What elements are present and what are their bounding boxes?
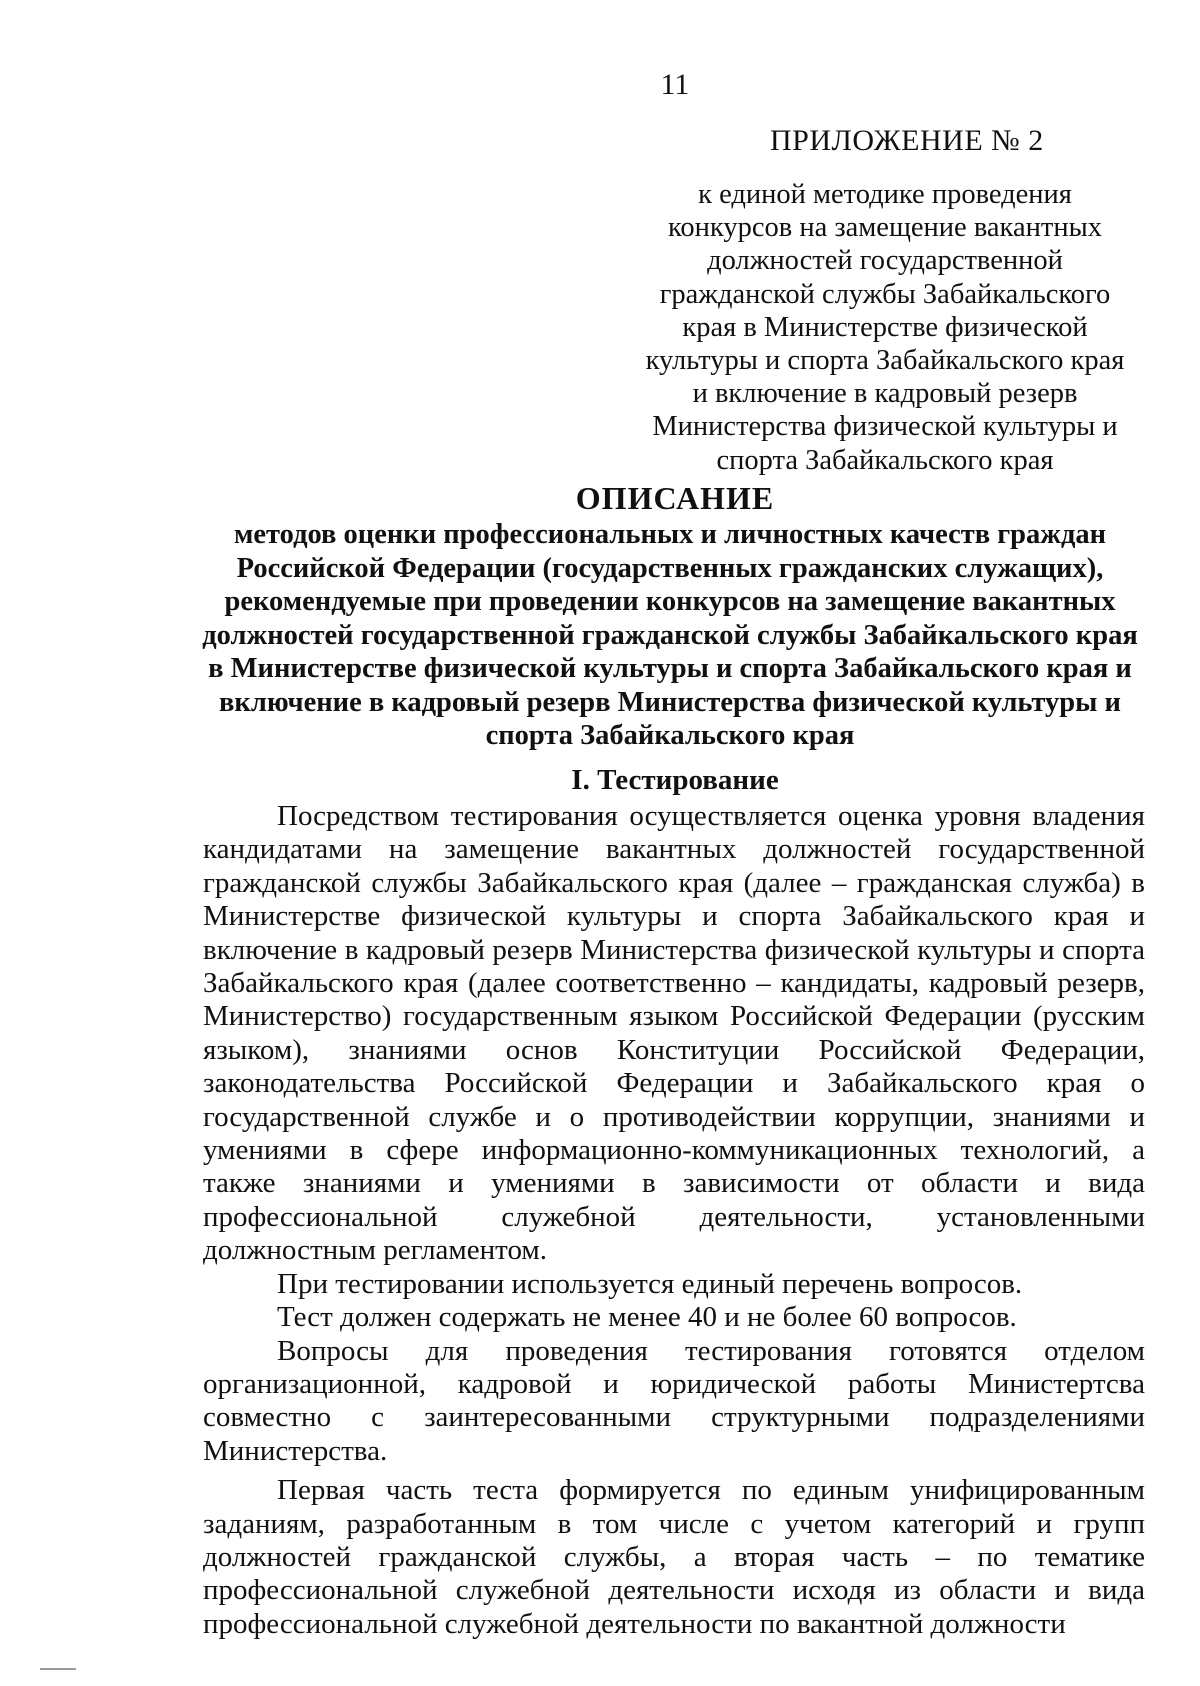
appendix-title: ПРИЛОЖЕНИЕ № 2 [770, 124, 1044, 157]
page-number: 11 [660, 68, 690, 101]
document-heading-description: методов оценки профессиональных и личностных качеств граждан Российской Федерации (государственных гражданских служащих), рекомендуемые при проведении конкурсов на замещение вакантных должностей государственной гражданской службы Забайкальского края в Министерстве физической культуры и спорта Забайкальского края и включение в кадровый резерв Министерства физической культуры и спорта Забайкальского края [202, 519, 1138, 751]
paragraph: При тестировании используется единый перечень вопросов. [277, 1267, 1023, 1300]
paragraph: Первая часть теста формируется по единым унифицированным заданиям, разработанным в том числе с учетом категорий и групп должностей гражданской службы, а вторая часть – по тематике профессиональной служебной деятельности исходя из области и вида профессиональной служебной деятельности по вакантной должности [203, 1474, 1145, 1640]
scan-edge-mark [40, 1668, 76, 1670]
paragraph: Тест должен содержать не менее 40 и не более 60 вопросов. [277, 1301, 1017, 1334]
document-heading: ОПИСАНИЕ [575, 480, 775, 516]
paragraph: Посредством тестирования осуществляется оценка уровня владения кандидатами на замещение вакантных должностей государственной гражданской службы Забайкальского края (далее – гражданская служба) в Министерстве физической культуры и спорта Забайкальского края и включение в кадровый резерв Министерства физической культуры и спорта Забайкальского края (далее соответственно – кандидаты, кадровый резерв, Министерство) государственным языком Российской Федерации (русским языком), знаниями основ Конституции Российской Федерации, законодательства Российской Федерации и Забайкальского края о государственной службе и о противодействии коррупции, знаниями и умениями в сфере информационно-коммуникационных технологий, а также знаниями и умениями в зависимости от области и вида профессиональной служебной деятельности, установленными должностным регламентом. [203, 800, 1145, 1267]
section-title: I. Тестирование [571, 764, 779, 796]
appendix-subtitle: к единой методике проведения конкурсов на замещение вакантных должностей государственной гражданской службы Забайкальского края в Министерстве физической культуры и спорта Забайкальского края и включение в кадровый резерв Министерства физической культуры и спорта Забайкальского края [645, 179, 1125, 476]
section-body [203, 800, 1145, 1641]
paragraph: Вопросы для проведения тестирования готовятся отделом организационной, кадровой и юридической работы Министертсва совместно с заинтересованными структурными подразделениями Министерства. [203, 1334, 1145, 1467]
